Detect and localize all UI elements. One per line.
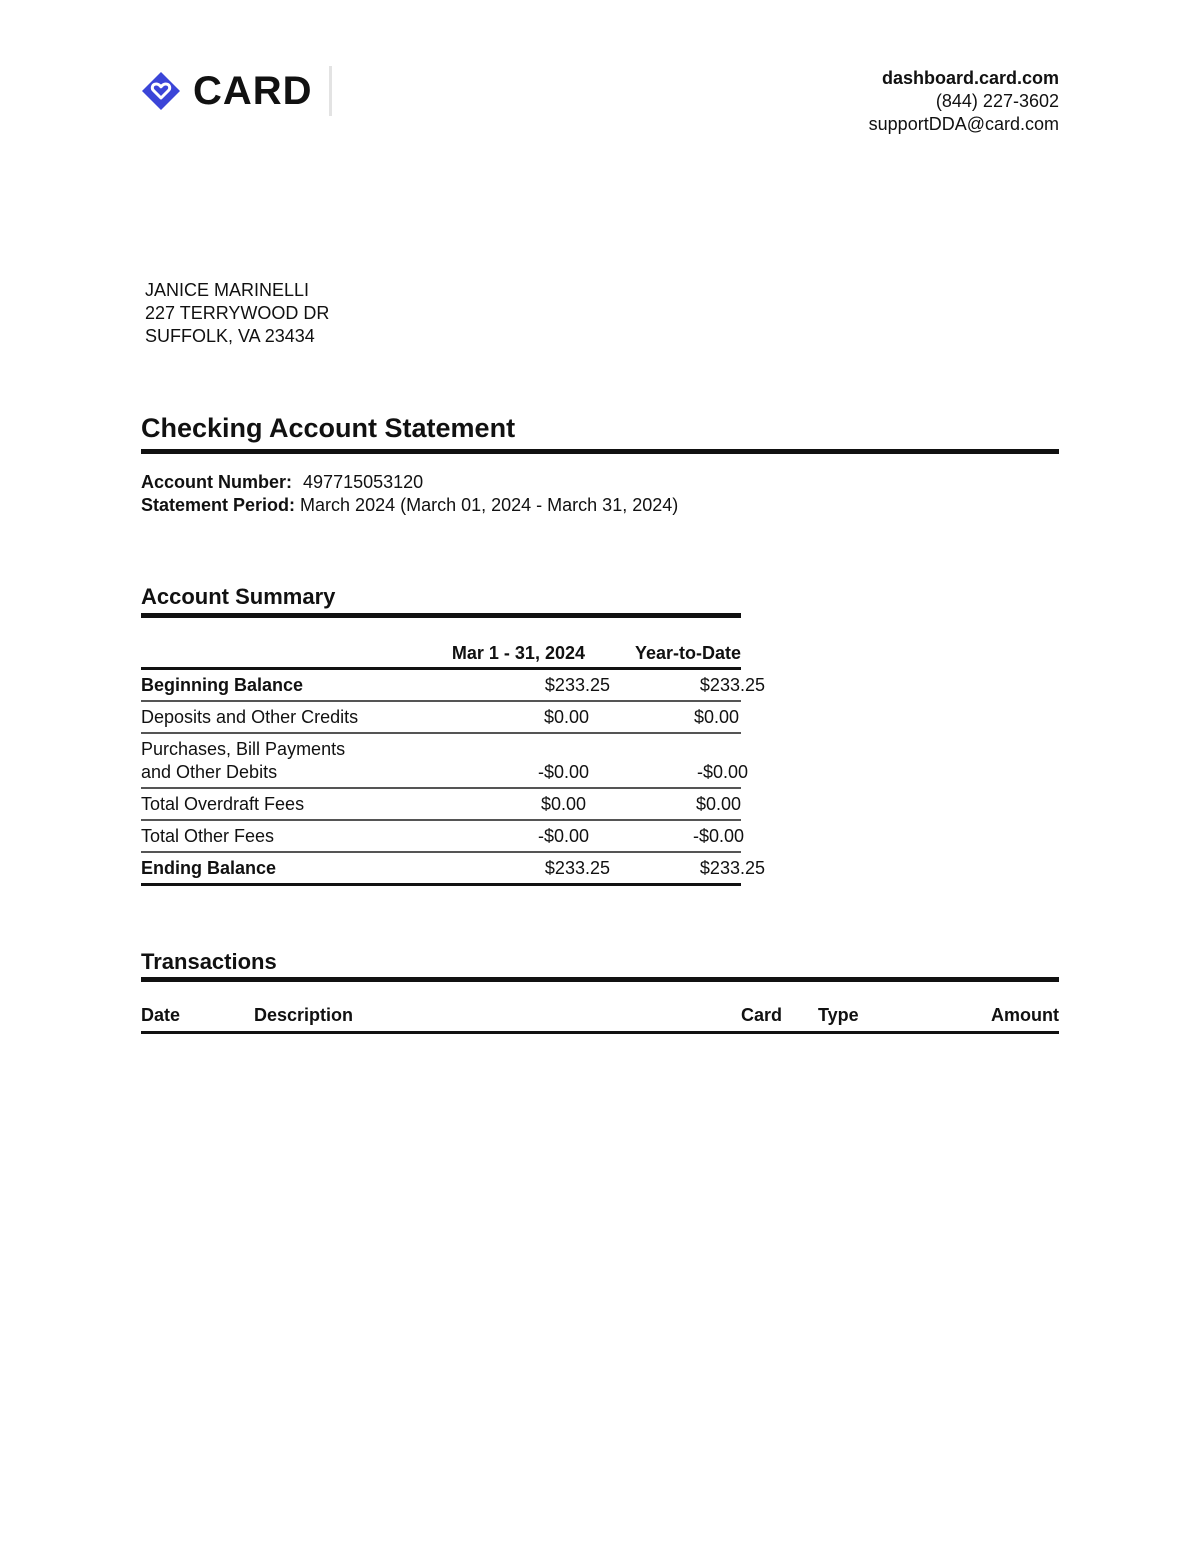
summary-row-label: Ending Balance [141, 858, 277, 878]
statement-period-line [141, 494, 678, 517]
phone-number: (844) 227-3602 [935, 91, 1059, 111]
summary-row-label: Beginning Balance [141, 675, 304, 695]
tx-col-description: Description [254, 1005, 354, 1025]
summary-period-value: $0.00 [543, 707, 589, 727]
summary-ytd-value: -$0.00 [696, 762, 748, 782]
transactions-divider [141, 977, 1059, 982]
tx-col-type: Type [818, 1005, 859, 1025]
transactions-title: Transactions [141, 949, 277, 974]
statement-period-value: March 2024 (March 01, 2024 - March 31, 2024) [300, 495, 679, 515]
account-number-line [141, 471, 678, 494]
brand-name: CARD [193, 69, 313, 113]
summary-period-value: $0.00 [540, 794, 586, 814]
tx-col-amount: Amount [991, 1005, 1059, 1025]
summary-row-other-fees [141, 821, 744, 853]
summary-row-beginning-balance [141, 670, 765, 702]
account-info [141, 471, 678, 517]
summary-ytd-value: $233.25 [699, 675, 765, 695]
summary-row-deposits [141, 702, 741, 734]
statement-period-label: Statement Period: [141, 495, 296, 515]
summary-row-ending-balance [141, 853, 765, 886]
card-diamond-heart-icon [141, 71, 181, 111]
summary-ytd-value: -$0.00 [692, 826, 744, 846]
recipient-address [145, 279, 329, 348]
summary-ytd-value: $0.00 [693, 707, 739, 727]
title-divider [141, 449, 1059, 454]
summary-row-label: Total Overdraft Fees [141, 794, 305, 814]
recipient-city: SUFFOLK, VA 23434 [145, 326, 315, 346]
recipient-name: JANICE MARINELLI [145, 280, 310, 300]
summary-row-label-line2: and Other Debits [141, 762, 278, 782]
account-number-value: 497715053120 [303, 472, 424, 492]
summary-row-purchases [141, 734, 748, 789]
summary-ytd-value: $0.00 [695, 794, 741, 814]
email-link[interactable]: supportDDA@card.com [868, 114, 1059, 134]
recipient-street: 227 TERRYWOOD DR [145, 303, 330, 323]
logo-divider [329, 66, 332, 116]
account-summary-title: Account Summary [141, 584, 336, 609]
tx-col-date: Date [141, 1005, 181, 1025]
website-link[interactable]: dashboard.card.com [881, 68, 1059, 88]
summary-row-label: Total Other Fees [141, 826, 275, 846]
card-logo [141, 66, 313, 116]
transactions-header-row [141, 1000, 1059, 1034]
summary-row-label: Deposits and Other Credits [141, 707, 359, 727]
summary-row-label [141, 738, 345, 784]
statement-title: Checking Account Statement [141, 413, 516, 443]
summary-period-value: -$0.00 [537, 762, 589, 782]
summary-row-label-line1: Purchases, Bill Payments [141, 739, 346, 759]
summary-ytd-value: $233.25 [699, 858, 765, 878]
summary-period-value: -$0.00 [537, 826, 589, 846]
summary-period-value: $233.25 [544, 858, 610, 878]
contact-block [869, 67, 1059, 136]
summary-col-ytd: Year-to-Date [634, 643, 741, 663]
summary-row-overdraft-fees [141, 789, 741, 821]
summary-header-row [141, 633, 741, 670]
summary-col-period: Mar 1 - 31, 2024 [451, 643, 585, 663]
summary-divider [141, 613, 741, 618]
account-number-label: Account Number: [141, 472, 293, 492]
account-summary-table [141, 633, 765, 886]
summary-period-value: $233.25 [544, 675, 610, 695]
tx-col-card: Card [741, 1005, 783, 1025]
